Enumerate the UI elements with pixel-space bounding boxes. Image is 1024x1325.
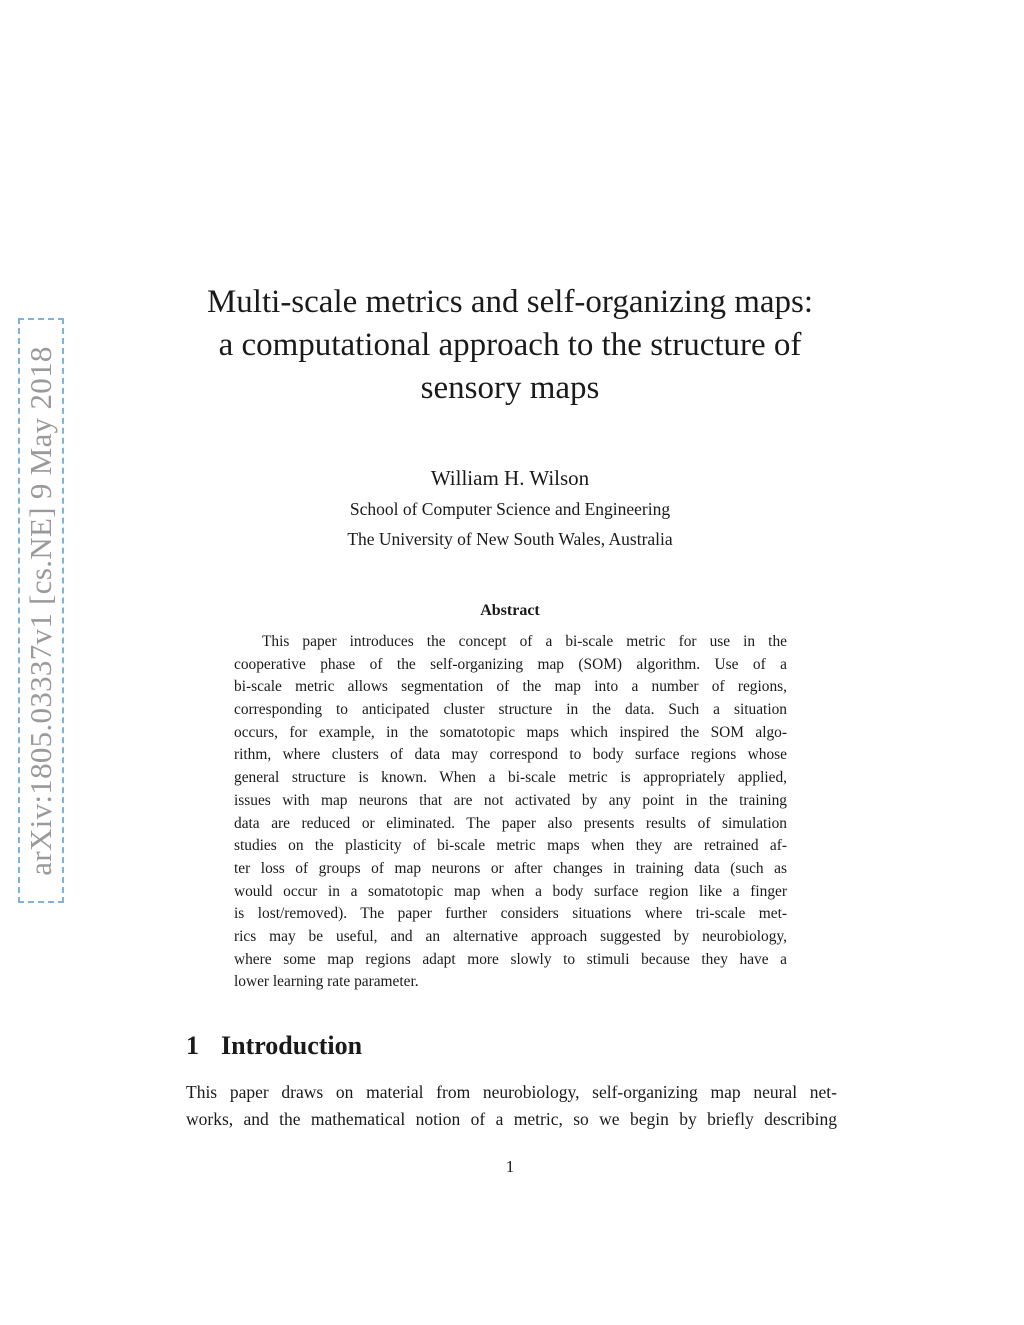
- abstract-text: [234, 631, 787, 994]
- abstract-line: lower learning rate parameter.: [234, 973, 419, 991]
- abstract-heading: Abstract: [480, 602, 540, 619]
- author-name: William H. Wilson: [430, 466, 590, 490]
- abstract-line: where some map regions adapt more slowly to stimuli because they have a: [234, 950, 787, 968]
- section-number: 1: [186, 1031, 199, 1060]
- abstract-line: occurs, for example, in the somatotopic maps which inspired the SOM algo-: [234, 723, 787, 741]
- abstract-line: general structure is known. When a bi-scale metric is appropriately applied,: [234, 769, 787, 787]
- title-line: Multi-scale metrics and self-organizing maps:: [206, 284, 814, 320]
- abstract-line: cooperative phase of the self-organizing map (SOM) algorithm. Use of a: [234, 655, 787, 673]
- abstract-line: is lost/removed). The paper further considers situations where tri-scale met-: [234, 905, 787, 923]
- abstract-line: ter loss of groups of map neurons or after changes in training data (such as: [234, 859, 787, 877]
- abstract-line: rithm, where clusters of data may correspond to body surface regions whose: [234, 746, 787, 764]
- introduction-paragraph: [186, 1079, 837, 1133]
- arxiv-identifier-stamp: [18, 318, 64, 903]
- section-title: Introduction: [221, 1031, 363, 1060]
- abstract-line: This paper introduces the concept of a bi-scale metric for use in the: [262, 633, 787, 650]
- title-line: sensory maps: [420, 370, 600, 406]
- abstract-line: data are reduced or eliminated. The paper also presents results of simulation: [234, 814, 787, 832]
- abstract-line: studies on the plasticity of bi-scale metric maps when they are retrained af-: [234, 837, 787, 855]
- abstract-line: corresponding to anticipated cluster structure in the data. Such a situation: [234, 701, 787, 719]
- abstract-line: rics may be useful, and an alternative approach suggested by neurobiology,: [234, 927, 787, 945]
- section-heading-introduction: [186, 1028, 362, 1064]
- body-line: This paper draws on material from neurobiology, self-organizing map neural net-: [186, 1082, 837, 1102]
- abstract-line: would occur in a somatotopic map when a body surface region like a finger: [234, 882, 787, 900]
- affiliation-university: The University of New South Wales, Australia: [347, 529, 673, 549]
- abstract-line: issues with map neurons that are not activated by any point in the training: [234, 791, 787, 809]
- title-line: a computational approach to the structure of: [218, 327, 802, 363]
- paper-title: [150, 281, 870, 410]
- abstract-line: bi-scale metric allows segmentation of the map into a number of regions,: [234, 678, 787, 696]
- page-number: 1: [505, 1157, 515, 1176]
- affiliation-department: School of Computer Science and Engineering: [349, 499, 671, 519]
- body-line: works, and the mathematical notion of a metric, so we begin by briefly describing: [186, 1109, 837, 1129]
- arxiv-identifier-text: arXiv:1805.03337v1 [cs.NE] 9 May 2018: [23, 345, 58, 876]
